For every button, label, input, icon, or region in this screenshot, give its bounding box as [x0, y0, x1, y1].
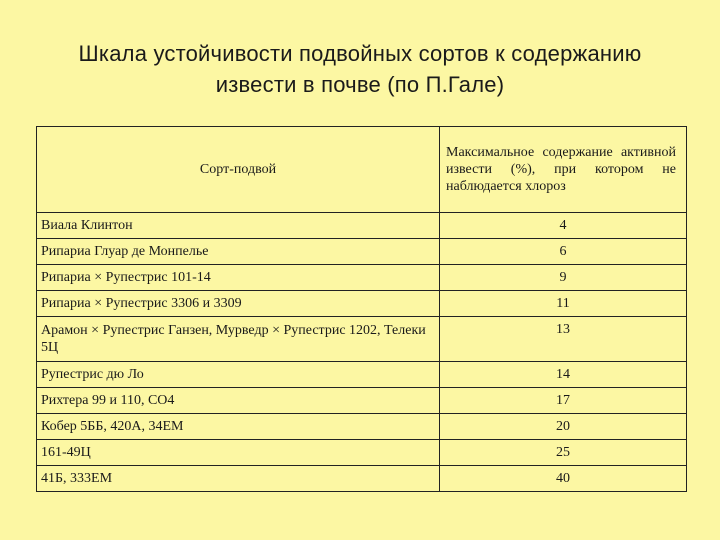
rootstock-name: Рипариа Глуар де Монпелье — [37, 239, 440, 265]
table-row — [37, 291, 687, 317]
table-row — [37, 239, 687, 265]
rootstock-name: Рихтера 99 и 110, СО4 — [37, 388, 440, 414]
rootstock-name: Рипариа × Рупестрис 3306 и 3309 — [37, 291, 440, 317]
rootstock-name: Рупестрис дю Ло — [37, 362, 440, 388]
max-lime-value: 9 — [440, 265, 687, 291]
slide-title-line-1: Шкала устойчивости подвойных сортов к содержанию — [78, 41, 642, 66]
max-lime-value: 17 — [440, 388, 687, 414]
table-row — [37, 388, 687, 414]
table-row — [37, 317, 687, 362]
rootstock-name: 161-49Ц — [37, 440, 440, 466]
max-lime-value: 14 — [440, 362, 687, 388]
rootstock-name: Виала Клинтон — [37, 213, 440, 239]
table-row — [37, 362, 687, 388]
table-row — [37, 213, 687, 239]
max-lime-value: 40 — [440, 466, 687, 492]
rootstock-name: Кобер 5ББ, 420А, 34ЕМ — [37, 414, 440, 440]
header-max-lime: Максимальное содержание активной извести (%), при котором не наблюдается хлороз — [440, 127, 687, 213]
slide-title-line-2: извести в почве (по П.Гале) — [215, 72, 505, 97]
rootstock-name: Арамон × Рупестрис Ганзен, Мурведр × Рупестрис 1202, Телеки 5Ц — [37, 317, 440, 362]
slide-title — [20, 38, 700, 100]
table-row — [37, 265, 687, 291]
table-row — [37, 440, 687, 466]
max-lime-value: 25 — [440, 440, 687, 466]
table-header-row — [37, 127, 687, 213]
max-lime-value: 4 — [440, 213, 687, 239]
max-lime-value: 6 — [440, 239, 687, 265]
table-row — [37, 466, 687, 492]
rootstock-name: 41Б, 333ЕМ — [37, 466, 440, 492]
table-row — [37, 414, 687, 440]
max-lime-value: 13 — [440, 317, 687, 362]
max-lime-value: 20 — [440, 414, 687, 440]
header-rootstock: Сорт-подвой — [37, 127, 440, 213]
max-lime-value: 11 — [440, 291, 687, 317]
rootstock-name: Рипариа × Рупестрис 101-14 — [37, 265, 440, 291]
rootstock-lime-tolerance-table — [36, 126, 687, 492]
